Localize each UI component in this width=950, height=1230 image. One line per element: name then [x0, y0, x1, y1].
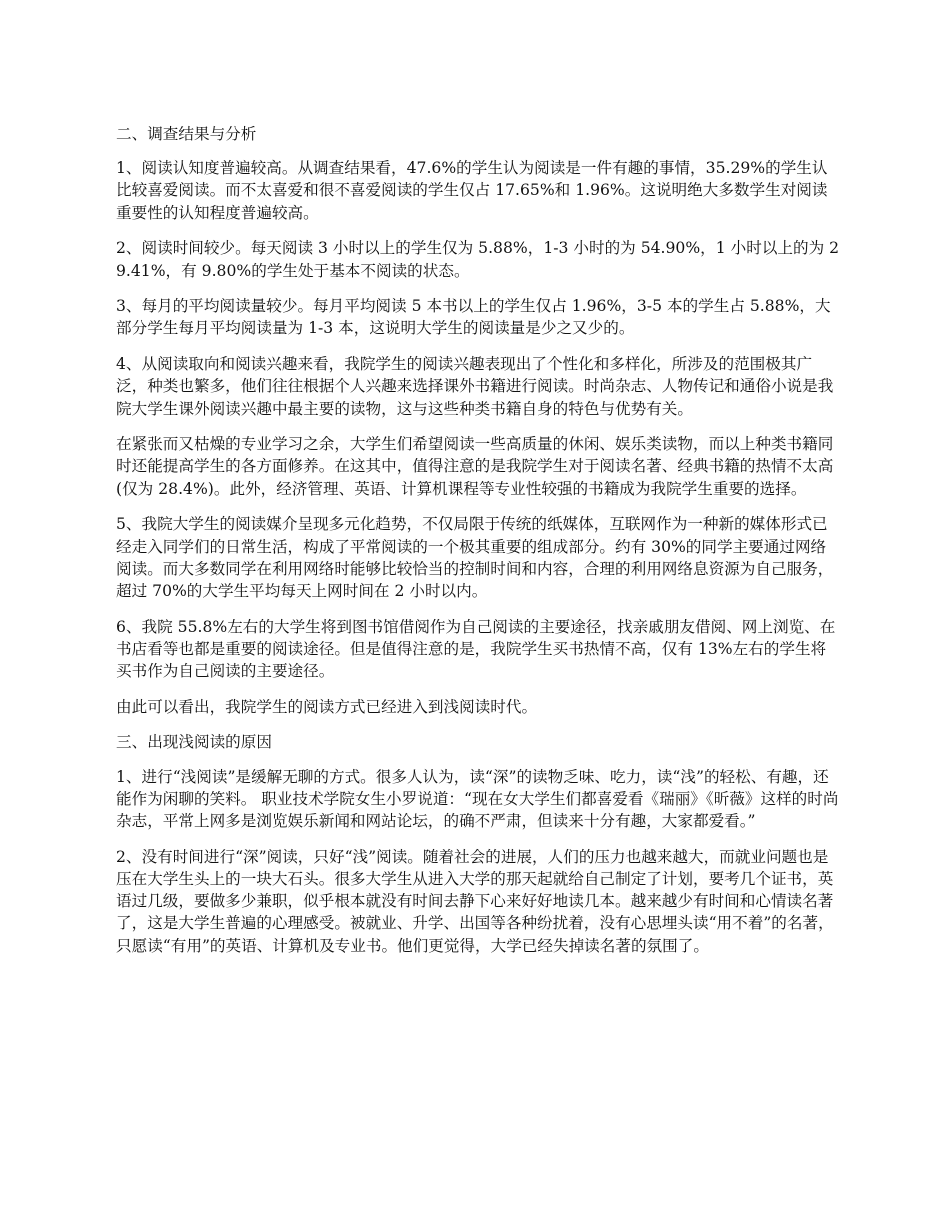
- paragraph-reading-time: 2、阅读时间较少。每天阅读 3 小时以上的学生仅为 5.88%，1-3 小时的为 54.90%，1 小时以上的为 29.41%，有 9.80%的学生处于基本不阅读的状态。: [116, 239, 840, 280]
- paragraph-reading-interest: 4、从阅读取向和阅读兴趣来看，我院学生的阅读兴趣表现出了个性化和多样化，所涉及的范围极其广泛，种类也繁多，他们往往根据个人兴趣来选择课外书籍进行阅读。时尚杂志、人物传记和通俗小说是我院大学生课外阅读兴趣中最主要的读物，这与这些种类书籍自身的特色与优势有关。: [116, 355, 834, 418]
- paragraph-leisure-reading: 在紧张而又枯燥的专业学习之余，大学生们希望阅读一些高质量的休闲、娱乐类读物，而以上种类书籍同时还能提高学生的各方面修养。在这其中，值得注意的是我院学生对于阅读名著、经典书籍的热情不太高(仅为 28.4%)。此外，经济管理、英语、计算机课程等专业性较强的书籍成为我院学生重要的选择。: [116, 435, 834, 498]
- paragraph-reading-awareness: 1、阅读认知度普遍较高。从调查结果看，47.6%的学生认为阅读是一件有趣的事情，35.29%的学生认比较喜爱阅读。而不太喜爱和很不喜爱阅读的学生仅占 17.65%和 1.96%。这说明绝大多数学生对阅读重要性的认知程度普遍较高。: [116, 159, 828, 222]
- paragraph-reading-media: 5、我院大学生的阅读媒介呈现多元化趋势，不仅局限于传统的纸媒体，互联网作为一种新的媒体形式已经走入同学们的日常生活，构成了平常阅读的一个极其重要的组成部分。约有 30%的同学主要通过网络阅读。而大多数同学在利用网络时能够比较恰当的控制时间和内容，合理的利用网络息资源为自己服务，超过 70%的大学生平均每天上网时间在 2 小时以内。: [116, 515, 834, 600]
- document-body: [116, 123, 840, 970]
- section-heading-causes: 三、出现浅阅读的原因: [116, 733, 272, 752]
- paragraph-cause-boredom: 1、进行“浅阅读”是缓解无聊的方式。很多人认为，读“深”的读物乏味、吃力，读“浅”的轻松、有趣，还能作为闲聊的笑料。 职业技术学院女生小罗说道：“现在女大学生们都喜爱看《瑞丽》《昕薇》这样的时尚杂志，平常上网多是浏览娱乐新闻和网站论坛，的确不严肃，但读来十分有趣，大家都爱看。”: [116, 767, 839, 831]
- section-heading-survey-results: 二、调查结果与分析: [116, 125, 257, 143]
- paragraph-conclusion: 由此可以看出，我院学生的阅读方式已经进入到浅阅读时代。: [116, 697, 538, 716]
- paragraph-reading-channels: 6、我院 55.8%左右的大学生将到图书馆借阅作为自己阅读的主要途径，找亲戚朋友借阅、网上浏览、在书店看等也都是重要的阅读途径。但是值得注意的是，我院学生买书热情不高，仅有 13%左右的学生将买书作为自己阅读的主要途径。: [116, 617, 836, 681]
- paragraph-cause-no-time: 2、没有时间进行“深”阅读，只好“浅”阅读。随着社会的进展，人们的压力也越来越大，而就业问题也是压在大学生头上的一块大石头。很多大学生从进入大学的那天起就给自己制定了计划，要考几个证书，英语过几级，要做多少兼职，似乎根本就没有时间去静下心来好好地读几本。越来越少有时间和心情读名著了，这是大学生普遍的心理感受。被就业、升学、出国等各种纷扰着，没有心思埋头读“用不着”的名著，只愿读“有用”的英语、计算机及专业书。他们更觉得，大学已经失掉读名著的氛围了。: [116, 847, 834, 955]
- paragraph-monthly-reading: 3、每月的平均阅读量较少。每月平均阅读 5 本书以上的学生仅占 1.96%，3-5 本的学生占 5.88%，大部分学生每月平均阅读量为 1-3 本，这说明大学生的阅读量是少之又少的。: [116, 297, 831, 338]
